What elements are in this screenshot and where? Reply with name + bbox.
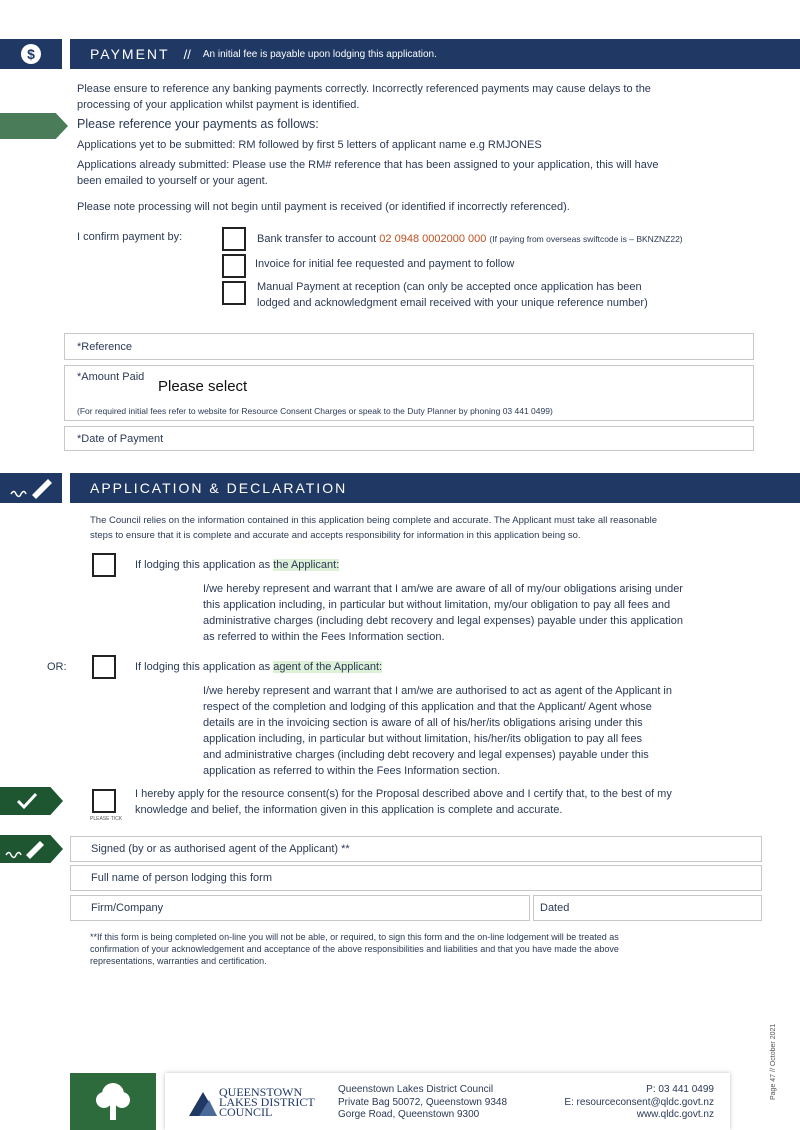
manual-line: lodged and acknowledgment email received with your unique reference number) — [257, 297, 648, 309]
agent-line: I/we hereby represent and warrant that I am/we are authorised to act as agent of the Applicant in — [203, 685, 672, 697]
certify-line: I hereby apply for the resource consent(s) for the Proposal described above and I certify that, to the best of my — [135, 788, 672, 800]
agent-checkbox[interactable] — [92, 655, 116, 679]
agent-line: application as referred to within the Fees Information section. — [203, 765, 501, 777]
payment-para-line: Please ensure to reference any banking payments correctly. Incorrectly referenced payments may cause delays to the — [77, 83, 651, 95]
agent-prefix: If lodging this application as — [135, 661, 271, 673]
applicant-checkbox[interactable] — [92, 553, 116, 577]
amount-note: (For required initial fees refer to website for Resource Consent Charges or speak to the Duty Planner by phoning 03 441 0499) — [77, 406, 553, 416]
pen-signature-icon — [6, 475, 56, 501]
reference-field[interactable] — [64, 333, 754, 360]
logo-text-line: LAKES DISTRICT — [219, 1095, 315, 1109]
firm-label: Firm/Company — [91, 902, 164, 914]
payment-section-header — [70, 39, 800, 69]
agent-line: and administrative charges (including debt recovery and legal expenses) payable under this — [203, 749, 649, 761]
address-line: Private Bag 50072, Queenstown 9348 — [338, 1096, 508, 1108]
manual-payment-option — [257, 279, 648, 311]
agent-role: agent of the Applicant: — [273, 661, 383, 673]
bank-transfer-option — [257, 231, 683, 247]
footnote-line: representations, warranties and certification. — [90, 956, 267, 966]
address-line: Queenstown Lakes District Council — [338, 1084, 494, 1095]
already-line: Applications already submitted: Please use the RM# reference that has been assigned to your application, this will have — [77, 159, 659, 171]
bank-transfer-label: Bank transfer to account — [257, 233, 377, 245]
certify-line: knowledge and belief, the information given in this application is complete and accurate. — [135, 804, 563, 816]
amount-select-dropdown[interactable]: Please select — [158, 378, 248, 395]
agent-line: application including, in particular but without limitation, his/her/its obligation to pay all fees — [203, 733, 643, 745]
pen-signature-icon — [0, 835, 50, 863]
reference-heading: Please reference your payments as follows: — [77, 117, 319, 131]
applicant-prefix: If lodging this application as — [135, 559, 271, 571]
invoice-checkbox[interactable] — [222, 254, 246, 278]
confirm-label: I confirm payment by: — [77, 231, 183, 243]
declaration-section-header — [70, 473, 800, 503]
certify-statement — [135, 786, 672, 818]
invoice-option: Invoice for initial fee requested and payment to follow — [255, 258, 515, 270]
applicant-line: as referred to within the Fees Information section. — [203, 631, 445, 643]
tick-marker — [0, 787, 63, 815]
signature-marker — [0, 835, 63, 863]
footer-address — [338, 1084, 507, 1122]
dated-label: Dated — [540, 902, 570, 914]
yet-to-submit-text: Applications yet to be submitted: RM followed by first 5 letters of applicant name e.g RMJONES — [77, 139, 542, 151]
tree-icon — [93, 1080, 133, 1124]
footnote-line: confirmation of your acknowledgement and acceptance of the above responsibilities and liabilities and that you have made the above — [90, 944, 619, 954]
reference-label: *Reference — [77, 341, 133, 353]
manual-payment-checkbox[interactable] — [222, 281, 246, 305]
amount-paid-label: *Amount Paid — [77, 371, 145, 383]
footnote-line: **If this form is being completed on-line you will not be able, or required, to sign this form and the on-line lodgement will be treated as — [90, 932, 619, 942]
applicant-role: the Applicant: — [273, 559, 340, 571]
checkmark-icon — [16, 792, 38, 810]
declaration-intro — [90, 513, 657, 543]
footer-contact — [564, 1084, 714, 1122]
or-label: OR: — [47, 661, 67, 673]
applicant-option — [135, 557, 339, 573]
intro-line: The Council relies on the information contained in this application being complete and accurate. The Applicant must take all reasonable — [90, 515, 657, 526]
already-submitted-text — [77, 157, 659, 189]
dated-field[interactable] — [533, 895, 762, 921]
already-line: been emailed to yourself or your agent. — [77, 175, 268, 187]
agent-line: respect of the completion and lodging of this application and that the Applicant/ Agent whose — [203, 701, 652, 713]
arrow-marker — [0, 113, 68, 139]
agent-option — [135, 659, 382, 675]
bank-account-number: 02 0948 0002000 000 — [379, 233, 487, 245]
footer-card — [165, 1073, 730, 1130]
tree-logo-box — [70, 1073, 156, 1130]
footer-phone: P: 03 441 0499 — [646, 1084, 714, 1095]
mountain-logo-icon — [189, 1088, 217, 1116]
signed-field[interactable] — [70, 836, 762, 862]
payment-title: PAYMENT — [90, 46, 170, 62]
page-number: Page 47 // October 2021 — [770, 1023, 777, 1100]
address-line: Gorge Road, Queenstown 9300 — [338, 1109, 480, 1120]
certify-checkbox[interactable] — [92, 789, 116, 813]
applicant-line: this application including, in particular but without limitation, my/our obligation to pay all fees and — [203, 599, 671, 611]
declaration-icon-box — [0, 473, 62, 503]
title-separator: // — [183, 46, 191, 62]
signed-label: Signed (by or as authorised agent of the Applicant) ** — [91, 843, 350, 855]
intro-line: steps to ensure that it is complete and accurate and accepts responsibility for information in this application being so. — [90, 530, 581, 541]
firm-field[interactable] — [70, 895, 530, 921]
declaration-title: APPLICATION & DECLARATION — [90, 480, 348, 496]
dollar-icon — [20, 43, 42, 65]
payment-icon-box — [0, 39, 62, 69]
footer-email[interactable]: E: resourceconsent@qldc.govt.nz — [564, 1096, 714, 1108]
footer-website[interactable]: www.qldc.govt.nz — [636, 1109, 714, 1120]
date-of-payment-field[interactable] — [64, 426, 754, 451]
payment-para-line: processing of your application whilst payment is identified. — [77, 99, 360, 111]
amount-paid-field — [64, 365, 754, 421]
bank-transfer-checkbox[interactable] — [222, 227, 246, 251]
applicant-line: administrative charges (including debt recovery and legal expenses) payable under this application — [203, 615, 684, 627]
logo-text-line: QUEENSTOWN — [219, 1085, 303, 1099]
date-of-payment-label: *Date of Payment — [77, 433, 164, 445]
processing-note: Please note processing will not begin until payment is received (or identified if incorrectly referenced). — [77, 201, 570, 213]
agent-line: details are in the invoicing section is aware of all of his/her/its obligations arising under this — [203, 717, 643, 729]
please-tick-label: PLEASE TICK — [90, 816, 123, 822]
applicant-line: I/we hereby represent and warrant that I am/we are aware of all of my/our obligations arising under — [203, 583, 683, 595]
agent-statement — [203, 683, 672, 779]
manual-line: Manual Payment at reception (can only be accepted once application has been — [257, 281, 642, 293]
footnote — [90, 931, 619, 967]
fullname-field[interactable] — [70, 865, 762, 891]
svg-text:$: $ — [27, 46, 35, 62]
payment-instructions — [77, 81, 651, 113]
logo-text-line: COUNCIL — [219, 1105, 273, 1119]
swift-note: (If paying from overseas swiftcode is – BKNZNZ22) — [489, 234, 683, 244]
applicant-statement — [203, 581, 683, 645]
payment-subtitle: An initial fee is payable upon lodging this application. — [202, 48, 437, 60]
fullname-label: Full name of person lodging this form — [91, 872, 272, 884]
